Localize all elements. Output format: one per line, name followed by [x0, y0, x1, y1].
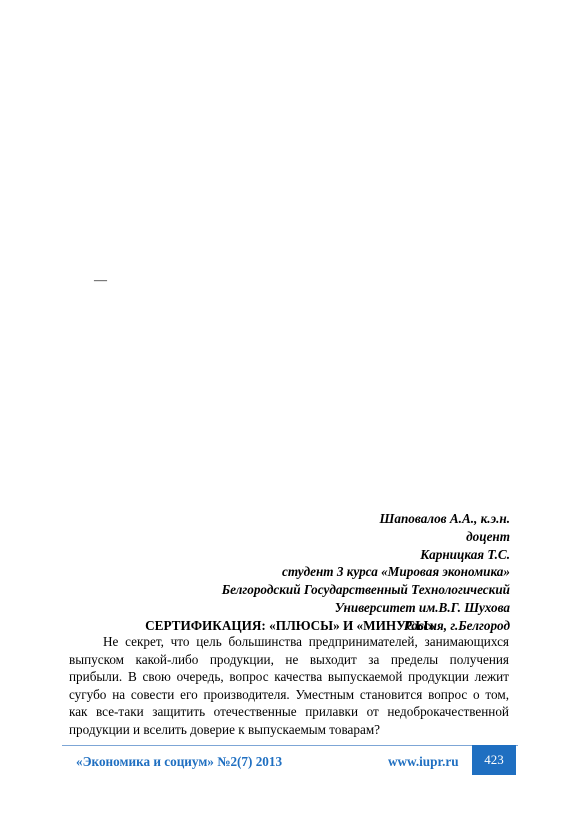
- author-block: [222, 510, 510, 635]
- article-title: СЕРТИФИКАЦИЯ: «ПЛЮСЫ» И «МИНУСЫ»: [145, 618, 435, 633]
- paragraph-line: Не секрет, что цель большинства предпринимателей, занимающихся: [103, 634, 509, 649]
- author-line: Университет им.В.Г. Шухова: [334, 599, 510, 615]
- author-line: Белгородский Государственный Технологический: [221, 582, 510, 598]
- footer-rule: [62, 745, 518, 746]
- author-line: Шаповалов А.А., к.э.н.: [379, 511, 510, 526]
- paragraph-line: продукции и вселить доверие к выпускаемым товарам?: [69, 721, 381, 737]
- footer-url-link[interactable]: www.iupr.ru: [388, 754, 459, 769]
- author-line: Карницкая Т.С.: [420, 546, 510, 562]
- paragraph-line: сугубо на совести его производителя. Уместным становится вопрос о том,: [69, 686, 509, 702]
- paragraph-line: выпуском какой-либо продукции, не выходит за пределы получения: [69, 651, 509, 667]
- author-line: доцент: [466, 528, 510, 544]
- body-paragraph: [69, 633, 509, 739]
- page-number: 423: [472, 745, 516, 775]
- footer-journal: «Экономика и социум» №2(7) 2013: [76, 754, 283, 769]
- paragraph-line: прибыли. В свою очередь, вопрос качества выпускаемой продукции лежит: [69, 669, 509, 685]
- paragraph-line: как все-таки защитить отечественные прилавки от недоброкачественной: [69, 704, 509, 720]
- author-line: Россия, г.Белгород: [403, 617, 510, 633]
- stray-dash: —: [94, 272, 107, 287]
- author-line: студент 3 курса «Мировая экономика»: [281, 564, 510, 580]
